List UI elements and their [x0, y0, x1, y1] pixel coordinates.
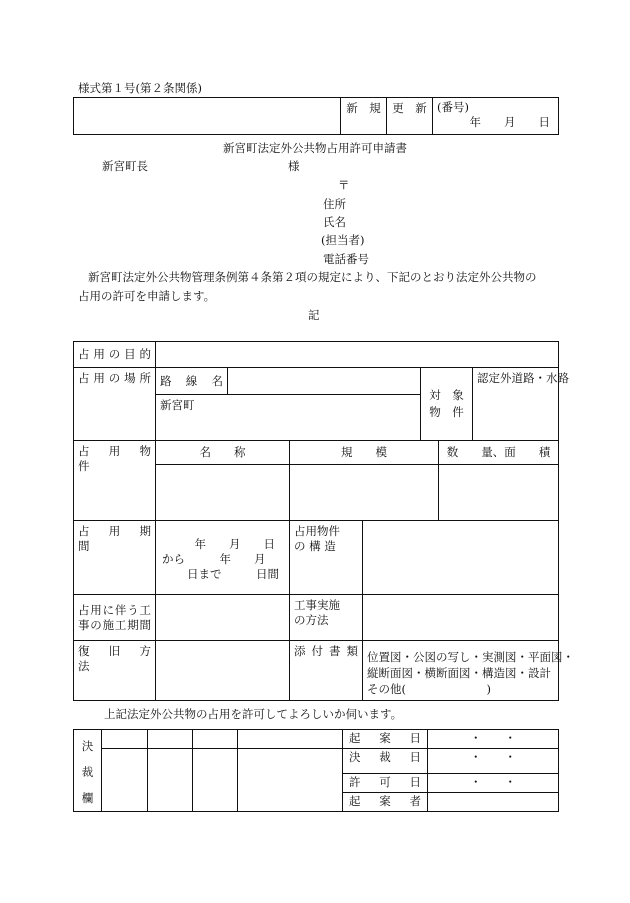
postal-mark: 〒 [338, 178, 350, 192]
drafter-value[interactable] [428, 793, 559, 812]
header-box [73, 97, 559, 135]
seal-header-2[interactable] [148, 730, 193, 749]
attachment-value: 位置図・公図の写し・実測図・平面図・ 縦断面図・横断面図・構造図・設計 その他( ) [363, 641, 559, 701]
town-name-cell[interactable]: 新宮町 [156, 395, 421, 441]
period-value[interactable]: 年 月 日 から 年 月 日まで 日間 [156, 521, 290, 595]
phone-label: 電話番号 [323, 252, 369, 266]
decided-date-label: 決 裁 日 [343, 749, 428, 774]
seal-header-4[interactable] [238, 730, 343, 749]
honorific: 様 [288, 159, 300, 173]
construction-method-value[interactable] [363, 595, 559, 641]
seal-box-2[interactable] [148, 749, 193, 812]
drafted-date-label: 起 案 日 [343, 730, 428, 749]
drafter-label: 起 案 者 [343, 793, 428, 812]
item-name-value[interactable] [156, 465, 290, 521]
item-label: 占 用 物 件 [74, 441, 156, 521]
route-name-value[interactable] [228, 368, 421, 395]
body-text-line2: 占用の許可を申請します。 [78, 289, 216, 303]
number-date-cell [433, 98, 559, 135]
structure-value[interactable] [363, 521, 559, 595]
permit-date-value[interactable]: ・ ・ [428, 774, 559, 793]
seal-box-1[interactable] [102, 749, 148, 812]
target-object-value: 認定外道路・水路 [473, 368, 559, 441]
date-label: 年 月 日 [469, 115, 550, 129]
approval-table [73, 729, 559, 812]
seal-header-1[interactable] [102, 730, 148, 749]
item-scale-value[interactable] [290, 465, 439, 521]
construction-period-value[interactable] [156, 595, 290, 641]
seal-box-3[interactable] [193, 749, 238, 812]
period-label: 占 用 期 間 [74, 521, 156, 595]
renewal-label: 更 新 [387, 98, 433, 135]
construction-period-label: 占用に伴う工 事の施工期間 [74, 595, 156, 641]
location-label: 占用の場所 [74, 368, 156, 441]
header-blank-cell [74, 98, 341, 135]
form-number: 様式第１号(第２条関係) [78, 81, 202, 95]
body-text-line1: 新宮町法定外公共物管理条例第４条第２項の規定により、下記のとおり法定外公共物の [88, 270, 537, 284]
drafted-date-value[interactable]: ・ ・ [428, 730, 559, 749]
attachment-label: 添付書類 [290, 641, 363, 701]
route-name-label: 路 線 名 [156, 368, 228, 395]
structure-label: 占用物件 の 構 造 [290, 521, 363, 595]
col-qty-header: 数 量、面 積 [439, 441, 559, 465]
new-label: 新 規 [341, 98, 387, 135]
approval-side-label: 決 裁 欄 [74, 730, 102, 812]
approval-note: 上記法定外公共物の占用を許可してよろしいか伺います。 [104, 707, 403, 721]
construction-method-label: 工事実施 の方法 [290, 595, 363, 641]
application-table [73, 341, 574, 701]
ki-heading: 記 [308, 308, 320, 322]
col-scale-header: 規 模 [290, 441, 439, 465]
address-label: 住所 [323, 197, 346, 211]
permit-date-label: 許 可 日 [343, 774, 428, 793]
item-qty-value[interactable] [439, 465, 559, 521]
seal-header-3[interactable] [193, 730, 238, 749]
decided-date-value[interactable]: ・ ・ [428, 749, 559, 774]
page-title: 新宮町法定外公共物占用許可申請書 [223, 141, 407, 155]
number-label: (番号) [437, 100, 469, 114]
purpose-label: 占用の目的 [74, 342, 156, 368]
contact-person-label: (担当者) [321, 233, 365, 247]
target-object-label: 対 象 物 件 [421, 368, 473, 441]
seal-box-4[interactable] [238, 749, 343, 812]
addressee: 新宮町長 [102, 159, 148, 173]
restoration-label: 復 旧 方 法 [74, 641, 156, 701]
restoration-value[interactable] [156, 641, 290, 701]
name-label: 氏名 [323, 215, 346, 229]
col-name-header: 名 称 [156, 441, 290, 465]
purpose-value[interactable] [156, 342, 559, 368]
